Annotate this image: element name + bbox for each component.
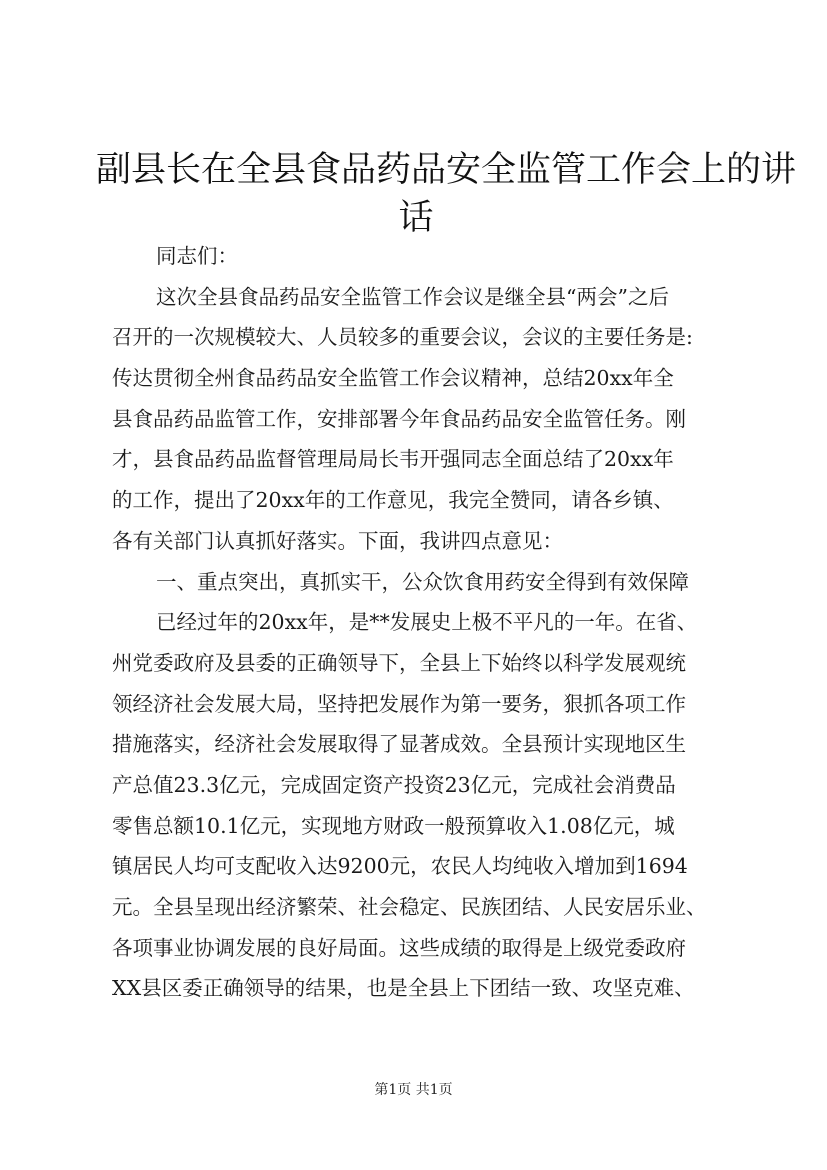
body-line: 县食品药品监管工作，安排部署今年食品药品安全监管任务。刚 [112,406,686,431]
body-line: 传达贯彻全州食品药品安全监管工作会议精神，总结20xx年全 [112,366,674,391]
page-footer: 第1页 共1页 [374,1082,453,1098]
body-line: 召开的一次规模较大、人员较多的重要会议，会议的主要任务是: [112,325,693,350]
body-line: 州党委政府及县委的正确领导下，全县上下始终以科学发展观统 [112,650,686,675]
title-line-1: 副县长在全县食品药品安全监管工作会上的讲 [96,150,797,190]
document-body [112,236,742,1009]
body-line: 的工作，提出了20xx年的工作意见，我完全赞同，请各乡镇、 [112,488,674,513]
body-line: 才，县食品药品监督管理局局长韦开强同志全面总结了20xx年 [112,447,674,472]
body-line: 措施落实，经济社会发展取得了显著成效。全县预计实现地区生 [112,732,686,757]
title-line-2: 话 [398,198,434,238]
body-line: 镇居民人均可支配收入达9200元，农民人均纯收入增加到1694 [112,854,688,879]
body-line: 零售总额10.1亿元，实现地方财政一般预算收入1.08亿元，城 [112,813,675,838]
body-line: 各项事业协调发展的良好局面。这些成绩的取得是上级党委政府 [112,935,686,960]
body-line: XX县区委正确领导的结果，也是全县上下团结一致、攻坚克难、 [112,976,695,1001]
document-title [96,146,797,242]
body-line: 这次全县食品药品安全监管工作会议是继全县“两会”之后 [156,284,669,309]
body-line: 一、重点突出，真抓实干，公众饮食用药安全得到有效保障 [156,569,689,594]
body-line: 同志们： [156,244,238,268]
body-line: 各有关部门认真抓好落实。下面，我讲四点意见： [112,528,563,553]
body-line: 已经过年的20xx年，是**发展史上极不平凡的一年。在省、 [156,610,698,635]
body-line: 产总值23.3亿元，完成固定资产投资23亿元，完成社会消费品 [112,772,676,797]
body-line: 元。全县呈现出经济繁荣、社会稳定、民族团结、人民安居乐业、 [112,895,707,919]
body-line: 领经济社会发展大局，坚持把发展作为第一要务，狠抓各项工作 [112,691,686,716]
